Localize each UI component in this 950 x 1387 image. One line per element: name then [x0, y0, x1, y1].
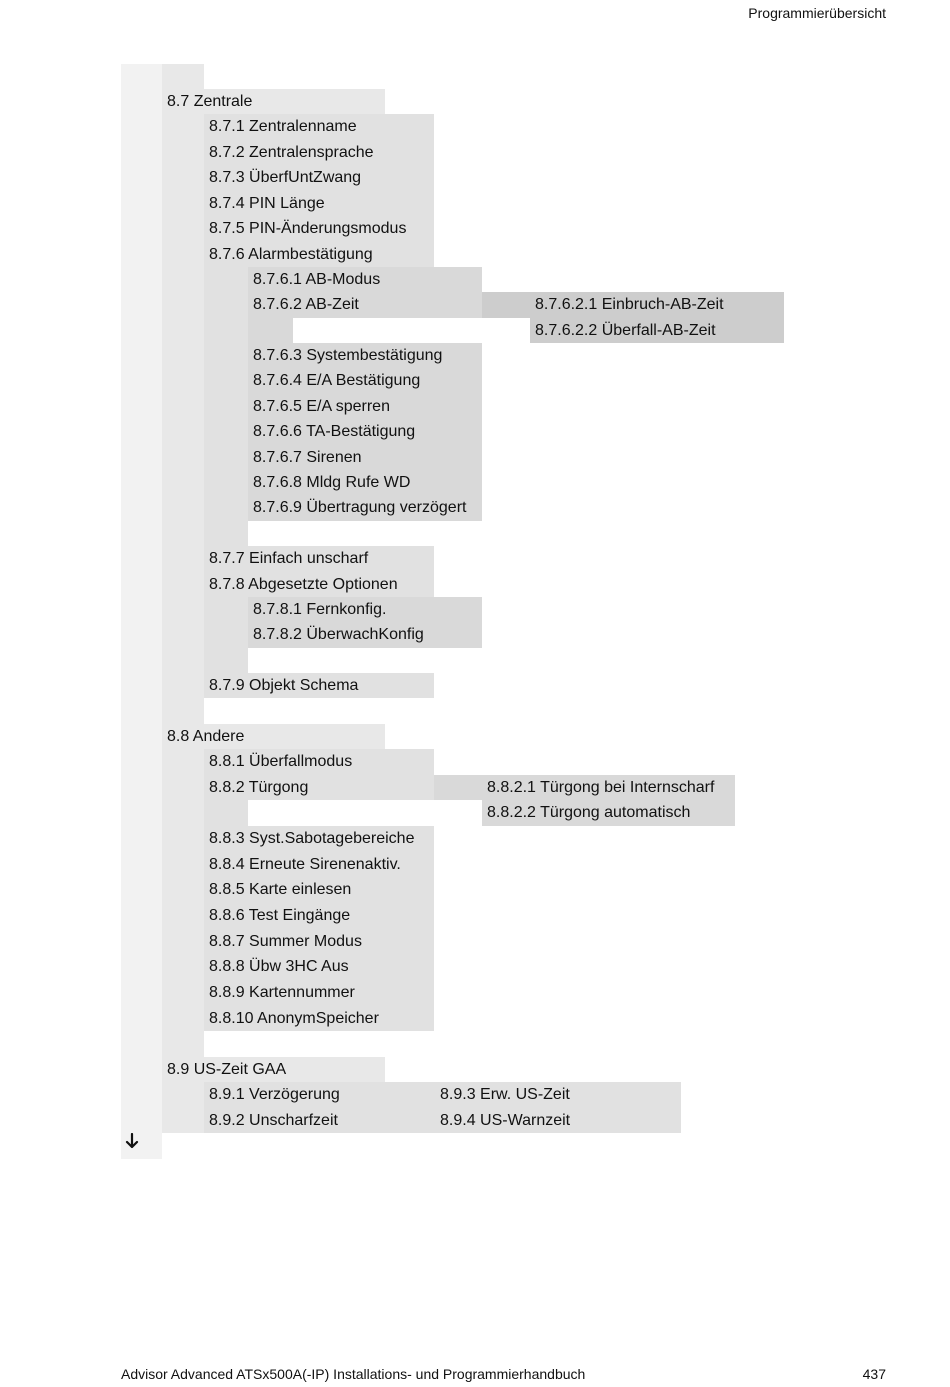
menu-item-8-7-6-2-1: 8.7.6.2.1 Einbruch-AB-Zeit — [535, 296, 724, 313]
menu-item-8-8-2-2: 8.8.2.2 Türgong automatisch — [487, 804, 691, 821]
arrow-down-icon — [125, 1133, 139, 1149]
menu-item-8-9-3: 8.9.3 Erw. US-Zeit — [440, 1086, 570, 1103]
footer-document-title: Advisor Advanced ATSx500A(-IP) Installations- und Programmierhandbuch — [121, 1366, 586, 1382]
menu-item-8-8-10: 8.8.10 AnonymSpeicher — [209, 1010, 379, 1027]
menu-item-8-8-8: 8.8.8 Übw 3HC Aus — [209, 958, 349, 975]
menu-item-8-7-6-1: 8.7.6.1 AB-Modus — [253, 271, 381, 288]
menu-item-8-8-2: 8.8.2 Türgong — [209, 779, 309, 796]
menu-item-8-7-8-1: 8.7.8.1 Fernkonfig. — [253, 601, 387, 618]
menu-item-8-7: 8.7 Zentrale — [167, 93, 253, 110]
menu-item-8-7-9: 8.7.9 Objekt Schema — [209, 677, 359, 694]
tree-level-1-bar — [162, 64, 204, 1133]
menu-item-8-7-2: 8.7.2 Zentralensprache — [209, 144, 374, 161]
menu-item-8-8: 8.8 Andere — [167, 728, 245, 745]
menu-item-8-7-8-2: 8.7.8.2 ÜberwachKonfig — [253, 626, 424, 643]
menu-item-8-7-6-6: 8.7.6.6 TA-Bestätigung — [253, 423, 416, 440]
menu-item-8-7-6-2-2: 8.7.6.2.2 Überfall-AB-Zeit — [535, 322, 716, 339]
menu-item-8-7-6: 8.7.6 Alarmbestätigung — [209, 246, 373, 263]
menu-item-8-9-2: 8.9.2 Unscharfzeit — [209, 1112, 338, 1129]
page-header-title: Programmierübersicht — [748, 5, 886, 21]
menu-item-8-7-4: 8.7.4 PIN Länge — [209, 195, 325, 212]
menu-item-8-7-6-8: 8.7.6.8 Mldg Rufe WD — [253, 474, 411, 491]
menu-item-8-7-6-4: 8.7.6.4 E/A Bestätigung — [253, 372, 421, 389]
menu-item-8-7-6-3: 8.7.6.3 Systembestätigung — [253, 347, 443, 364]
menu-item-8-9-1: 8.9.1 Verzögerung — [209, 1086, 340, 1103]
menu-item-8-7-5: 8.7.5 PIN-Änderungsmodus — [209, 220, 407, 237]
menu-item-8-7-3: 8.7.3 ÜberfUntZwang — [209, 169, 362, 186]
menu-item-8-7-1: 8.7.1 Zentralenname — [209, 118, 357, 135]
tree-level-2-bar — [204, 800, 248, 826]
tree-level-2-bar — [204, 597, 248, 673]
menu-item-8-8-4: 8.8.4 Erneute Sirenenaktiv. — [209, 856, 401, 873]
menu-item-8-7-6-9: 8.7.6.9 Übertragung verzögert — [253, 499, 467, 516]
menu-item-8-8-5: 8.8.5 Karte einlesen — [209, 881, 352, 898]
tree-level-2-bar — [204, 267, 248, 547]
menu-item-8-7-7: 8.7.7 Einfach unscharf — [209, 550, 369, 567]
menu-item-8-7-6-2: 8.7.6.2 AB-Zeit — [253, 296, 359, 313]
menu-item-8-9: 8.9 US-Zeit GAA — [167, 1061, 287, 1078]
tree-level-0-bar — [121, 64, 162, 1159]
menu-item-8-7-8: 8.7.8 Abgesetzte Optionen — [209, 576, 398, 593]
menu-item-8-8-1: 8.8.1 Überfallmodus — [209, 753, 353, 770]
tree-level-3-bar — [248, 318, 293, 343]
menu-item-8-8-9: 8.8.9 Kartennummer — [209, 984, 355, 1001]
menu-item-8-9-4: 8.9.4 US-Warnzeit — [440, 1112, 571, 1129]
menu-item-8-7-6-7: 8.7.6.7 Sirenen — [253, 449, 362, 466]
menu-item-8-8-2-1: 8.8.2.1 Türgong bei Internscharf — [487, 779, 715, 796]
footer-page-number: 437 — [862, 1366, 886, 1382]
menu-item-8-8-6: 8.8.6 Test Eingänge — [209, 907, 351, 924]
menu-item-8-8-3: 8.8.3 Syst.Sabotagebereiche — [209, 830, 415, 847]
menu-item-8-7-6-5: 8.7.6.5 E/A sperren — [253, 398, 390, 415]
menu-item-8-8-7: 8.8.7 Summer Modus — [209, 933, 362, 950]
